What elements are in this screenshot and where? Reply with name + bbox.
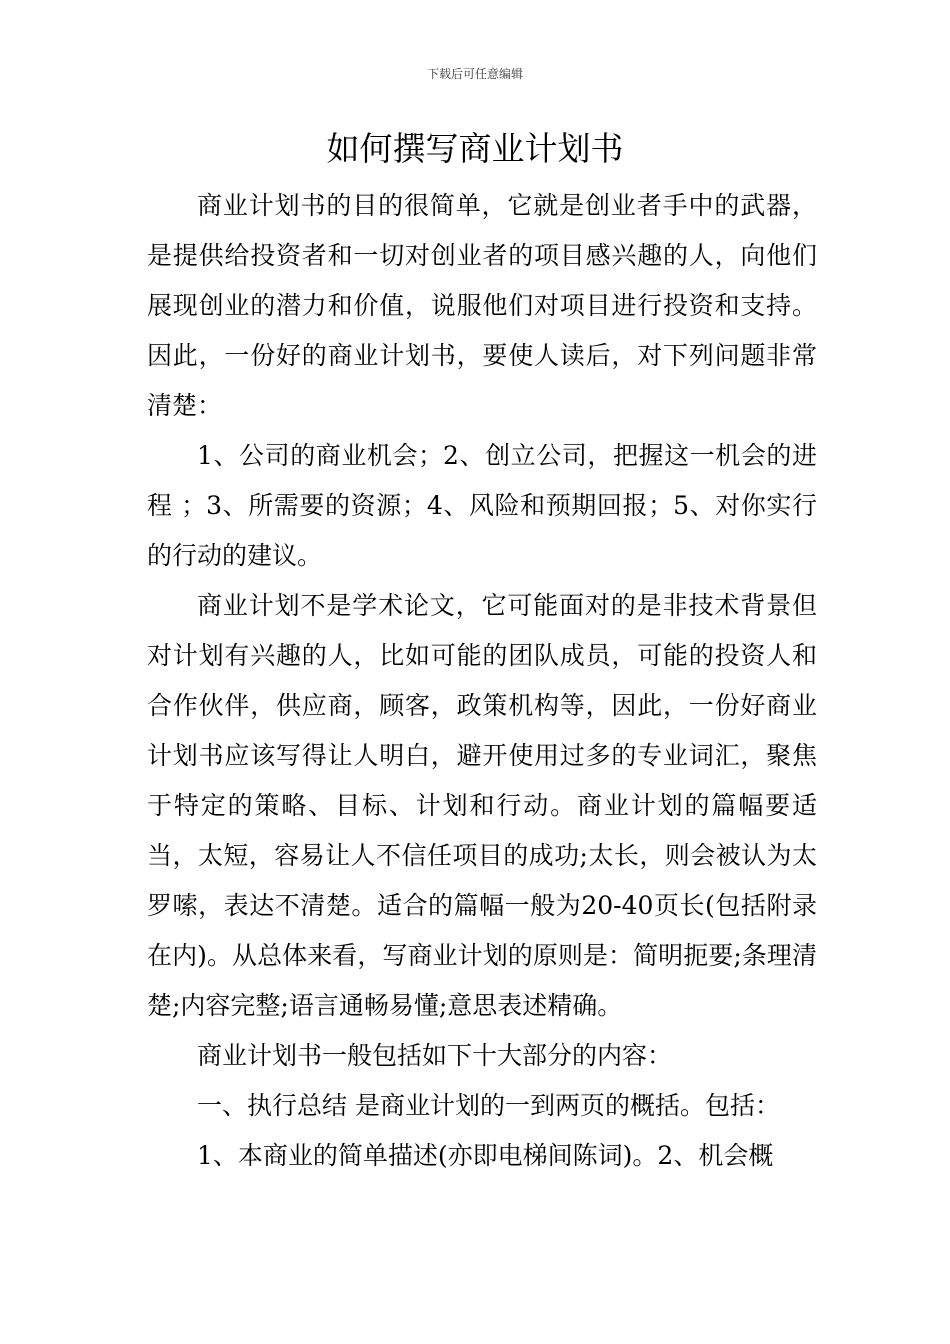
paragraph-executive-summary: 一、执行总结 是商业计划的一到两页的概括。包括： [197, 1091, 780, 1120]
paragraph-questions-list: 1、公司的商业机会；2、创立公司，把握这一机会的进程 ；3、所需要的资源；4、风险和预期回报；5、对你实行的行动的建议。 [147, 441, 817, 570]
document-body [147, 181, 817, 1181]
paragraph-purpose: 商业计划书的目的很简单，它就是创业者手中的武器，是提供给投资者和一切对创业者的项目感兴趣的人，向他们展现创业的潜力和价值，说服他们对项目进行投资和支持。因此，一份好的商业计划书，要使人读后，对下列问题非常清楚： [147, 191, 817, 420]
header-note: 下载后可任意编辑 [426, 67, 523, 81]
paragraph-principles: 商业计划不是学术论文，它可能面对的是非技术背景但对计划有兴趣的人，比如可能的团队成员，可能的投资人和合作伙伴，供应商，顾客，政策机构等，因此，一份好商业计划书应该写得让人明白，避开使用过多的专业词汇，聚焦于特定的策略、目标、计划和行动。商业计划的篇幅要适当，太短，容易让人不信任项目的成功;太长，则会被认为太罗嗦，表达不清楚。适合的篇幅一般为20-40页长(包括附录在内)。从总体来看，写商业计划的原则是：简明扼要;条理清楚;内容完整;语言通畅易懂;意思表述精确。 [147, 591, 817, 1020]
paragraph-summary-items: 1、本商业的简单描述(亦即电梯间陈词)。2、机会概 [197, 1141, 774, 1170]
paragraph-ten-parts: 商业计划书一般包括如下十大部分的内容： [197, 1041, 673, 1070]
document-title: 如何撰写商业计划书 [326, 129, 624, 168]
